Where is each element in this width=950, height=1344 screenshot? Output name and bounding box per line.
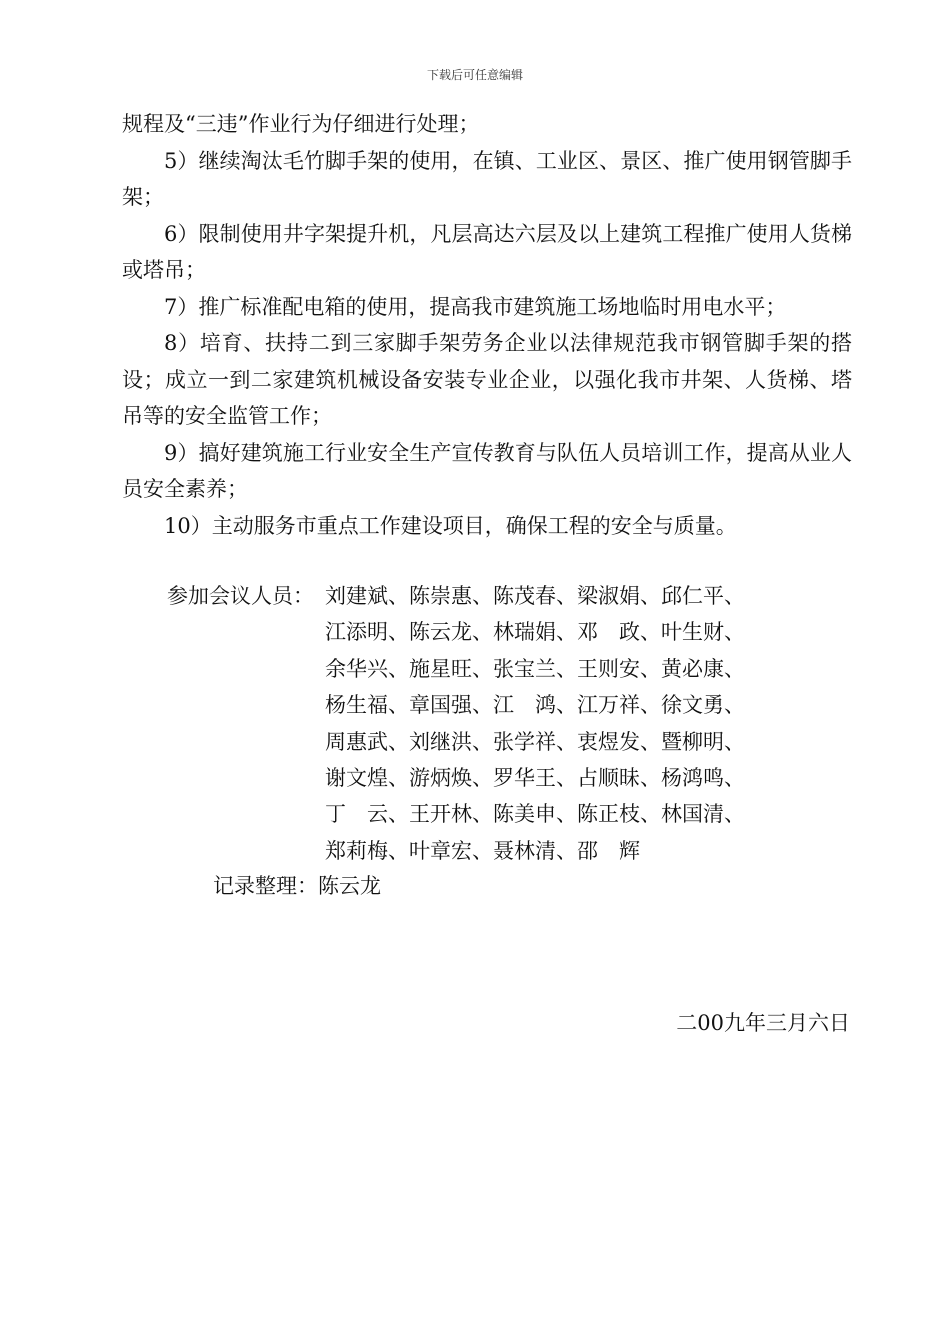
paragraph-item-6: 6）限制使用井字架提升机，凡层高达六层及以上建筑工程推广使用人货梯或塔吊； xyxy=(122,221,852,282)
recorder-line: 记录整理：陈云龙 xyxy=(213,874,381,898)
attendee-line: 刘建斌、陈崇惠、陈茂春、梁淑娟、邱仁平、 xyxy=(325,584,745,608)
paragraph-continuation: 规程及“三违”作业行为仔细进行处理； xyxy=(122,112,480,136)
attendee-line: 谢文煌、游炳焕、罗华王、占顺昧、杨鸿鸣、 xyxy=(325,766,745,791)
paragraph-item-10: 10）主动服务市重点工作建设项目，确保工程的安全与质量。 xyxy=(164,513,737,538)
paragraph-item-9: 9）搞好建筑施工行业安全生产宣传教育与队伍人员培训工作，提高从业人员安全素养； xyxy=(122,440,852,501)
attendee-list xyxy=(167,578,807,869)
attendee-names xyxy=(325,578,745,869)
document-date: 二00九年三月六日 xyxy=(676,1011,850,1035)
attendee-line: 杨生福、章国强、江 鸿、江万祥、徐文勇、 xyxy=(325,693,745,718)
attendee-label: 参加会议人员： xyxy=(167,584,314,608)
paragraph-item-7: 7）推广标准配电箱的使用，提高我市建筑施工场地临时用电水平； xyxy=(164,294,787,319)
document-body xyxy=(122,106,852,544)
attendee-line: 丁 云、王开林、陈美申、陈正枝、林国清、 xyxy=(325,802,745,827)
paragraph-item-8: 8）培育、扶持二到三家脚手架劳务企业以法律规范我市钢管脚手架的搭设；成立一到二家建筑机械设备安装专业企业，以强化我市井架、人货梯、塔吊等的安全监管工作； xyxy=(122,331,852,428)
attendee-line: 余华兴、施星旺、张宝兰、王则安、黄必康、 xyxy=(325,656,745,681)
attendee-line: 郑莉梅、叶章宏、聂林清、邵 辉 xyxy=(325,838,640,863)
attendee-line: 周惠武、刘继洪、张学祥、衷煜发、暨柳明、 xyxy=(325,729,745,754)
page-header-note: 下载后可任意编辑 xyxy=(426,68,523,82)
attendee-line: 江添明、陈云龙、林瑞娟、邓 政、叶生财、 xyxy=(325,620,745,645)
paragraph-item-5: 5）继续淘汰毛竹脚手架的使用，在镇、工业区、景区、推广使用钢管脚手架； xyxy=(122,148,852,209)
